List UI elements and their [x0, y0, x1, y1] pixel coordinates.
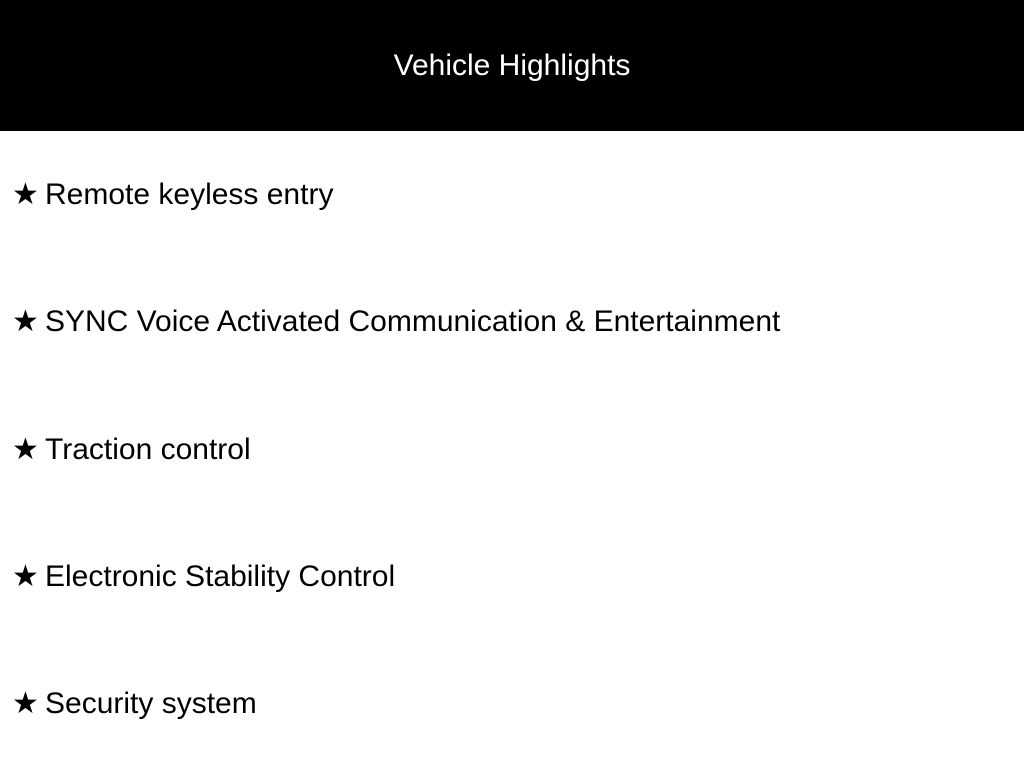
- black-star-icon: ★: [12, 304, 39, 340]
- list-item: [0, 386, 1024, 513]
- black-star-icon: ★: [12, 176, 39, 212]
- list-item-label: Security system: [45, 687, 257, 721]
- list-item-label: Remote keyless entry: [45, 177, 334, 211]
- list-item: [0, 131, 1024, 258]
- list-item: [0, 258, 1024, 385]
- list-item-label: Traction control: [45, 432, 251, 466]
- black-star-icon: ★: [12, 686, 39, 722]
- list-item: [0, 513, 1024, 640]
- list-item-label: Electronic Stability Control: [45, 559, 396, 593]
- highlights-list: [0, 131, 1024, 768]
- list-item: [0, 641, 1024, 768]
- slide-header: [0, 0, 1024, 131]
- black-star-icon: ★: [12, 558, 39, 594]
- page-title: Vehicle Highlights: [393, 48, 631, 82]
- list-item-label: SYNC Voice Activated Communication & Entertainment: [45, 305, 781, 339]
- black-star-icon: ★: [12, 431, 39, 467]
